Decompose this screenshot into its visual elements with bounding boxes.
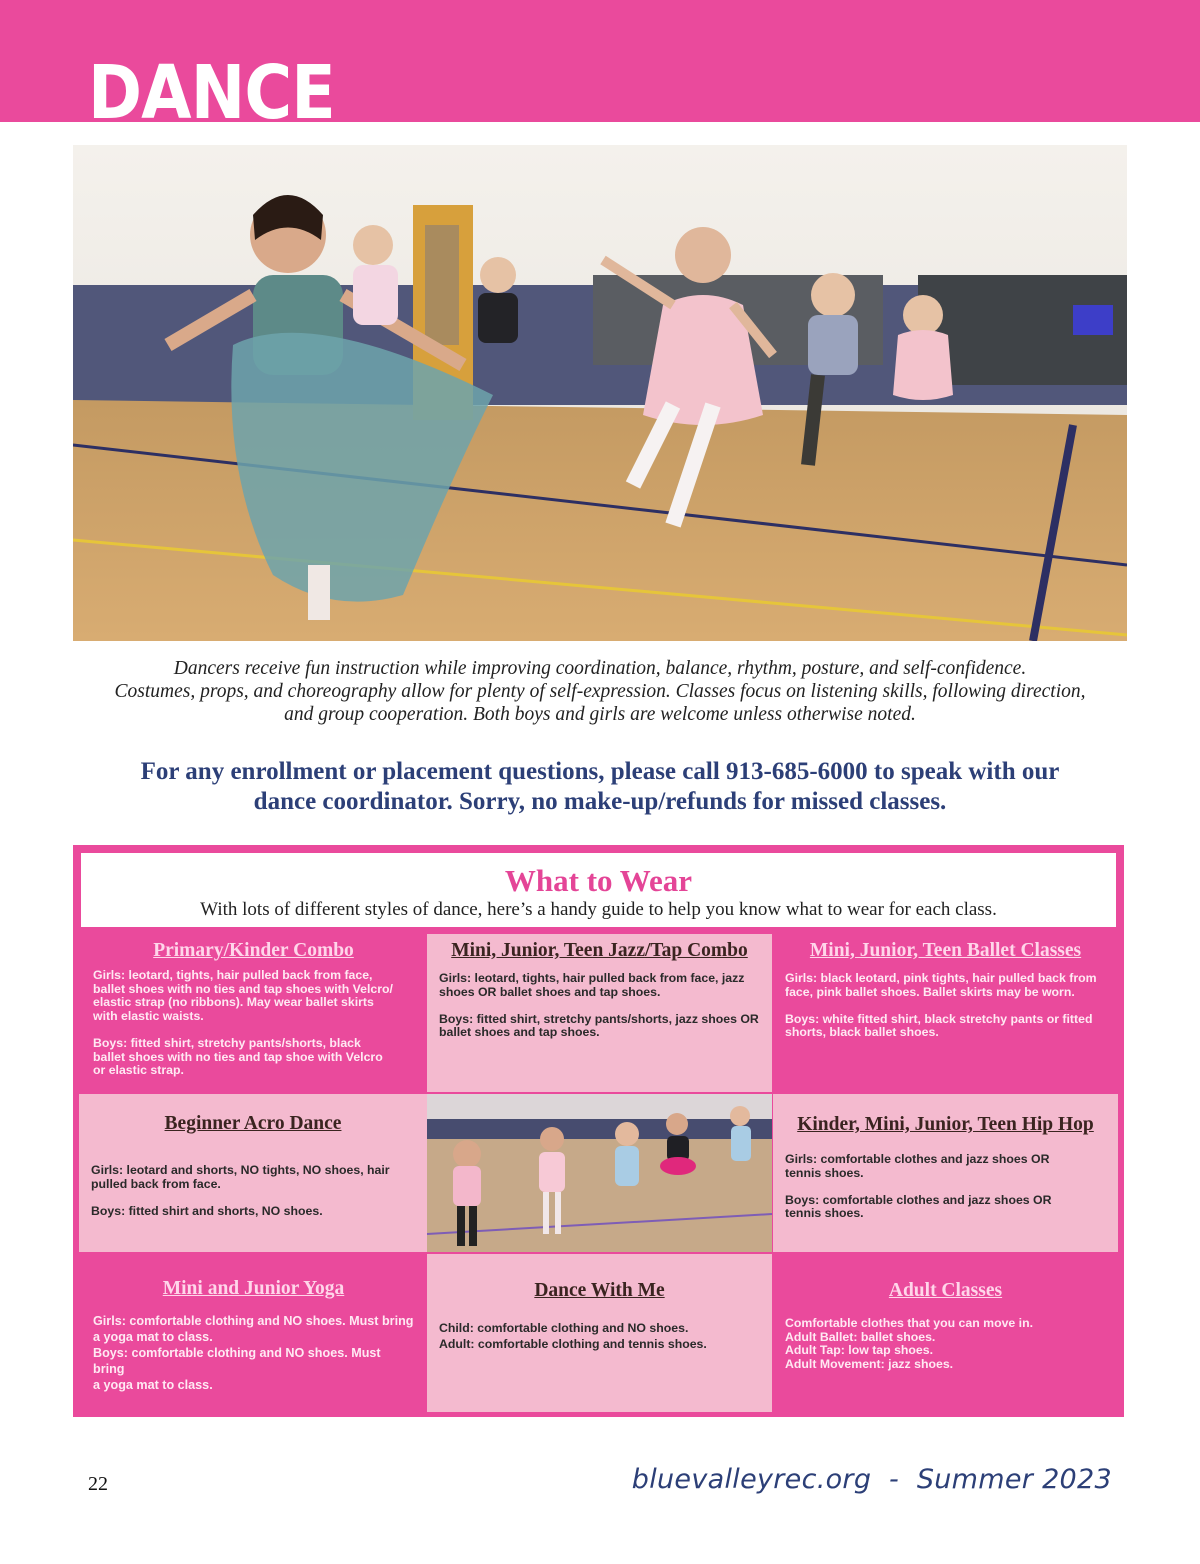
contact-notice [80, 757, 1120, 817]
what-to-wear-section [73, 845, 1124, 1417]
class-attire-text: Girls: black leotard, pink tights, hair pulled back from face, pink ballet shoes. Ballet skirts may be worn. Boys: white fitted shirt, black stretchy pants or fitted shorts, black ballet shoes. [785, 971, 1097, 1040]
class-card-adult [773, 1254, 1118, 1412]
class-title: Kinder, Mini, Junior, Teen Hip Hop [797, 1114, 1094, 1135]
intro-line: and group cooperation. Both boys and girls are welcome unless otherwise noted. [284, 704, 916, 725]
class-attire-text: Girls: comfortable clothing and NO shoes. Must bring a yoga mat to class. Boys: comfortable clothing and NO shoes. Must bring a yoga mat to class. [93, 1314, 414, 1392]
class-card-yoga [81, 1254, 426, 1412]
class-card-ballet [773, 934, 1118, 1092]
dance-class-photo [427, 1094, 772, 1252]
class-attire-text: Girls: leotard and shorts, NO tights, NO shoes, hair pulled back from face. Boys: fitted shirt and shorts, NO shoes. [91, 1163, 390, 1218]
class-title: Beginner Acro Dance [164, 1113, 342, 1134]
class-attire-text: Girls: comfortable clothes and jazz shoes OR tennis shoes. Boys: comfortable clothes and jazz shoes OR tennis shoes. [785, 1152, 1052, 1221]
class-title: Primary/Kinder Combo [153, 940, 354, 961]
class-attire-text: Child: comfortable clothing and NO shoes. Adult: comfortable clothing and tennis shoes. [439, 1321, 707, 1351]
class-title: Mini and Junior Yoga [162, 1278, 345, 1299]
footer-site-issue: bluevalleyrec.org - Summer 2023 [631, 1464, 1112, 1495]
class-attire-text: Girls: leotard, tights, hair pulled back from face, jazz shoes OR ballet shoes and tap shoes. Boys: fitted shirt, stretchy pants/shorts, jazz shoes OR ballet shoes and tap shoes. [439, 971, 759, 1040]
class-card-dance-with-me [427, 1254, 772, 1412]
class-card-hip-hop [773, 1094, 1118, 1252]
class-title: Mini, Junior, Teen Ballet Classes [809, 940, 1082, 961]
hero-photo [73, 145, 1127, 641]
intro-paragraph [100, 657, 1100, 726]
intro-line: Dancers receive fun instruction while improving coordination, balance, rhythm, posture, and self-confidence. [173, 658, 1027, 679]
class-card-jazz-tap [427, 934, 772, 1092]
contact-line: dance coordinator. Sorry, no make-up/refunds for missed classes. [253, 788, 947, 815]
class-attire-text: Girls: leotard, tights, hair pulled back from face, ballet shoes with no ties and tap shoes with Velcro/ elastic strap (no ribbons). May wear ballet skirts with elastic waists. Boys: fitted shirt, stretchy pants/shorts, black ballet shoes with no ties and tap shoe with Velcro or elastic strap. [93, 968, 393, 1078]
what-to-wear-subtitle: With lots of different styles of dance, here’s a handy guide to help you know what to wear for each class. [200, 899, 997, 920]
intro-line: Costumes, props, and choreography allow for plenty of self-expression. Classes focus on listening skills, following direction, [114, 681, 1086, 702]
class-card-primary-kinder [81, 934, 426, 1092]
contact-line: For any enrollment or placement questions, please call 913-685-6000 to speak with our [140, 758, 1060, 785]
class-title: Mini, Junior, Teen Jazz/Tap Combo [451, 940, 748, 961]
page-title: DANCE [88, 50, 335, 136]
page-number: 22 [88, 1473, 108, 1495]
what-to-wear-title: What to Wear [504, 863, 693, 898]
class-card-acro [79, 1094, 427, 1252]
class-title: Dance With Me [534, 1280, 665, 1301]
what-to-wear-header [81, 853, 1116, 927]
class-title: Adult Classes [888, 1280, 1003, 1301]
class-attire-text: Comfortable clothes that you can move in. Adult Ballet: ballet shoes. Adult Tap: low tap shoes. Adult Movement: jazz shoes. [785, 1316, 1034, 1371]
